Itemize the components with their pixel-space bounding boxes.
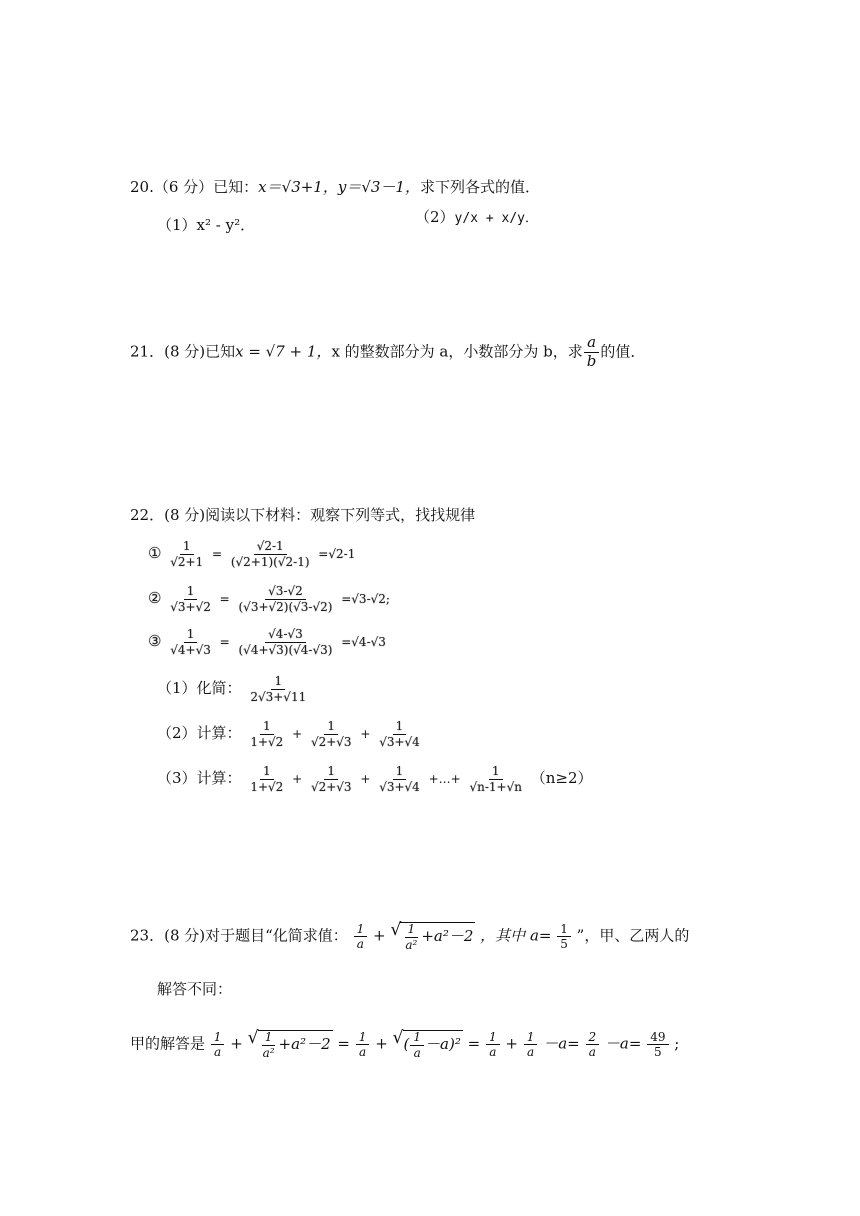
q22-eq2-mid: $\frac{√3-√2}{(√3+√2)(√3-√2)}$ [238,584,333,614]
q20-head: 20.（6 分）已知： [130,178,259,196]
q22-eq1-rhs: =√2-1 [318,547,356,562]
q21-tail: 的值． [600,342,646,361]
q23-mid: ，其中 a= [480,926,552,945]
q22-eq1-label: ① [148,544,162,563]
q22-part3: （3）计算： $\frac{1}{1+√2}$ + $\frac{1}{√2+√3}$ + $\frac{1}{√3+√4}$ +…+ $\frac{1}{√n-1+√n}$ （n≥2） [157,764,593,794]
q22-eq3-rhs: =√4-√3 [341,635,386,650]
q22-eq2-label: ② [148,589,162,608]
q21-fraction [584,335,600,370]
q22-eq1-lhs: $\frac{1}{√2+1}$ [170,539,204,569]
q20-x-def: x＝√3+1， [258,178,338,196]
q22-eq2-rhs: =√3-√2; [341,592,390,607]
q23-jia-label: 甲的解答是 [130,1034,206,1053]
q20-part2-expr: y/x + x/y． [454,211,538,226]
q21-text: x 的整数部分为 a，小数部分为 b，求 [331,342,583,361]
q23-jia-result: $\frac{49}{5}$ [647,1031,668,1059]
q20-part1 [157,218,255,233]
q22-eq3-label: ③ [148,632,162,651]
q23-line2: 解答不同： [157,980,233,998]
q20-line [130,180,540,195]
q21-expr: x = √7 + 1， [235,342,332,361]
q22-eq2: ② $\frac{1}{√3+√2}$ = $\frac{√3-√2}{(√3+√2)(√3-√2)}$ =√3-√2; [148,584,390,614]
q20-task: 求下列各式的值． [419,178,540,196]
q22-eq3: ③ $\frac{1}{√4+√3}$ = $\frac{√4-√3}{(√4+√3)(√4-√3)}$ =√4-√3 [148,627,386,657]
q22-eq3-mid: $\frac{√4-√3}{(√4+√3)(√4-√3)}$ [238,627,333,657]
q23-head: 23．(8 分)对于题目“化简求值： [130,926,348,945]
q20-part1-text: （1）x² - y²． [157,216,256,234]
q22-part1-expr: $\frac{1}{2√3+√11}$ [250,674,307,704]
q20-part2 [415,210,538,225]
q20-part2-label: （2） [415,208,455,226]
q21-frac-num: a [584,335,599,353]
q21-line [130,335,645,370]
q22-part2: （2）计算： $\frac{1}{1+√2}$ + $\frac{1}{√2+√3}$ + $\frac{1}{√3+√4}$ [157,719,420,749]
q23-tail: ”，甲、乙两人的 [576,926,690,945]
q20-y-def: y＝√3－1， [337,178,420,196]
q22-part3-cond: （n≥2） [530,769,593,788]
q22-eq1: ① $\frac{1}{√2+1}$ = $\frac{√2-1}{(√2+1)(√2-1)}$ =√2-1 [148,539,356,569]
q21-frac-den: b [586,351,597,370]
q22-part1-label: （1）化简： [157,679,242,698]
q23-jia: 甲的解答是 $\frac{1}{a}$ + √ $\frac{1}{\text{a²}}$ +a²－2 = $\frac{1}{a}$ + √ ( $\frac{1}{a}$ －a)² = $\frac{1}{a}$ + $\frac{1}{a}$ －a= $\frac{2}{a}$ －a= $\frac{49}{5}$ ; [130,1028,680,1060]
q23-line1: 23．(8 分)对于题目“化简求值： $\frac{1}{a}$ + √ $\frac{1}{\text{a²}}$ +a²－2 ，其中 a= $\frac{1}{5}$ ”，甲、乙两人的 [130,920,690,952]
q22-head: 22．(8 分)阅读以下材料：观察下列等式，找找规律 [130,506,476,524]
q22-part2-label: （2）计算： [157,724,242,743]
q22-part1 [157,675,310,703]
q22-part3-label: （3）计算： [157,769,242,788]
q22-eq2-lhs: $\frac{1}{√3+√2}$ [170,584,211,614]
q22-eq3-lhs: $\frac{1}{√4+√3}$ [170,627,211,657]
q21-head: 21．(8 分)已知 [130,342,236,361]
q22-eq1-mid: $\frac{√2-1}{(√2+1)(√2-1)}$ [230,539,310,569]
